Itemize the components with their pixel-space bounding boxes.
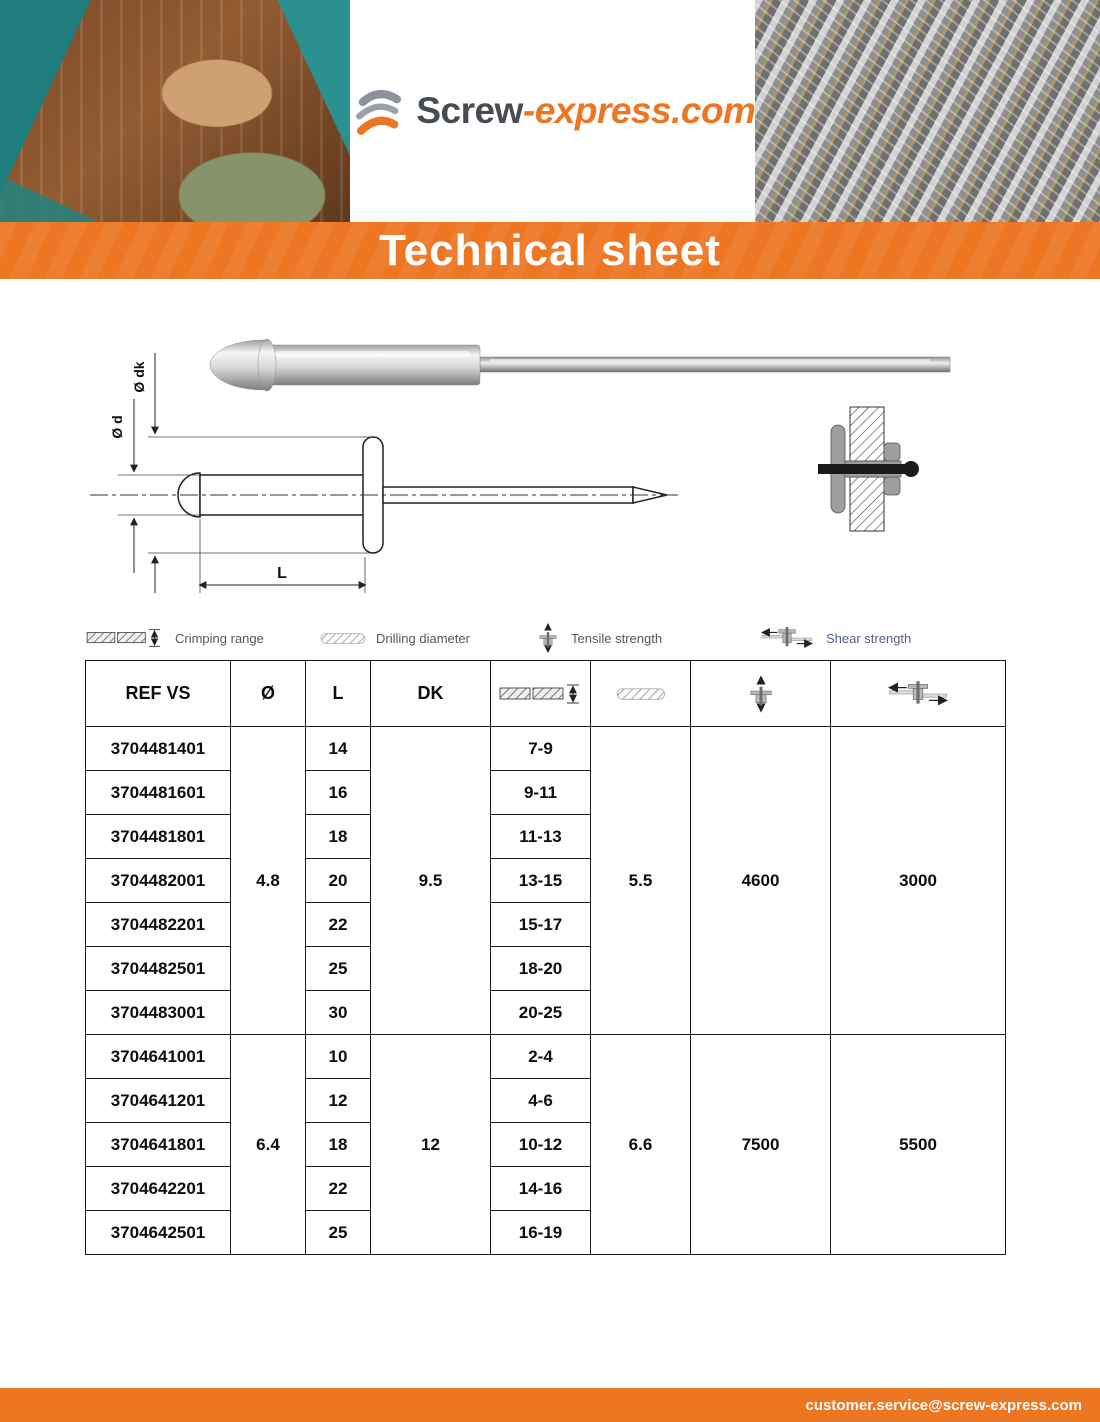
dim-label-dk: Ø dk (131, 361, 147, 393)
ref-cell: 3704482501 (86, 947, 231, 991)
shear-strength-icon (758, 624, 816, 652)
crimping-range-cell: 9-11 (491, 771, 591, 815)
brand-logo (350, 0, 755, 222)
crimping-range-icon (85, 626, 165, 650)
header-shear-strength (831, 661, 1006, 727)
header-dk: DK (371, 661, 491, 727)
drilling-diameter-icon (320, 632, 366, 645)
ref-cell: 3704642501 (86, 1211, 231, 1255)
page-header (0, 0, 1100, 222)
header-ref: REF VS (86, 661, 231, 727)
legend-label: Crimping range (175, 630, 264, 646)
screws-photo (755, 0, 1100, 222)
header-length: L (306, 661, 371, 727)
legend-label: Tensile strength (571, 630, 663, 646)
length-cell: 22 (306, 903, 371, 947)
shear-strength-cell: 3000 (831, 727, 1006, 1035)
crimping-range-cell: 4-6 (491, 1079, 591, 1123)
contact-email[interactable]: customer.service@screw-express.com (805, 1396, 1082, 1414)
legend-item-shear-strength (758, 620, 911, 656)
length-cell: 20 (306, 859, 371, 903)
dim-label-length: L (277, 565, 287, 582)
rivet-photo-illustration (210, 339, 950, 391)
header-crimping-range (491, 661, 591, 727)
crimping-range-cell: 18-20 (491, 947, 591, 991)
crimping-range-cell: 11-13 (491, 815, 591, 859)
drilling-diameter-cell: 6.6 (591, 1035, 691, 1255)
legend-item-crimping-range (85, 620, 264, 656)
legend-row (0, 620, 1100, 656)
legend-label: Drilling diameter (376, 630, 470, 646)
table-row (86, 727, 1006, 771)
tensile-strength-icon (535, 621, 561, 655)
ref-cell: 3704641801 (86, 1123, 231, 1167)
ref-cell: 3704483001 (86, 991, 231, 1035)
ref-cell: 3704482201 (86, 903, 231, 947)
length-cell: 18 (306, 815, 371, 859)
header-diameter: Ø (231, 661, 306, 727)
workbench-photo (0, 0, 350, 222)
diameter-cell: 6.4 (231, 1035, 306, 1255)
brand-name-secondary: -express.com (522, 90, 756, 131)
tensile-strength-cell: 4600 (691, 727, 831, 1035)
rivet-technical-drawing (90, 437, 680, 553)
length-cell: 14 (306, 727, 371, 771)
spec-table (85, 660, 1006, 1255)
rivet-diagram (60, 295, 1040, 613)
shear-strength-icon (884, 678, 952, 710)
legend-item-drilling-diameter (320, 620, 470, 656)
tensile-strength-icon (745, 673, 777, 715)
crimping-range-cell: 14-16 (491, 1167, 591, 1211)
spec-table-body (86, 727, 1006, 1255)
header-tensile-strength (691, 661, 831, 727)
crimping-range-cell: 13-15 (491, 859, 591, 903)
dk-cell: 9.5 (371, 727, 491, 1035)
length-cell: 25 (306, 947, 371, 991)
crimping-range-cell: 7-9 (491, 727, 591, 771)
crimping-range-cell: 10-12 (491, 1123, 591, 1167)
crimping-range-icon (499, 681, 583, 707)
tensile-strength-cell: 7500 (691, 1035, 831, 1255)
brand-name (416, 90, 755, 132)
drilling-diameter-icon (616, 687, 666, 701)
crimping-range-cell: 2-4 (491, 1035, 591, 1079)
ref-cell: 3704481401 (86, 727, 231, 771)
page-title: Technical sheet (379, 225, 721, 275)
drilling-diameter-cell: 5.5 (591, 727, 691, 1035)
page-footer (0, 1388, 1100, 1422)
ref-cell: 3704482001 (86, 859, 231, 903)
ref-cell: 3704641001 (86, 1035, 231, 1079)
cross-section-illustration (818, 407, 919, 531)
shear-strength-cell: 5500 (831, 1035, 1006, 1255)
table-header-row (86, 661, 1006, 727)
crimping-range-cell: 20-25 (491, 991, 591, 1035)
crimping-range-cell: 15-17 (491, 903, 591, 947)
length-cell: 10 (306, 1035, 371, 1079)
dimension-lines (118, 353, 370, 593)
length-cell: 12 (306, 1079, 371, 1123)
brand-name-primary: Screw (416, 90, 523, 131)
length-cell: 25 (306, 1211, 371, 1255)
screw-express-logo-icon (350, 84, 408, 138)
length-cell: 16 (306, 771, 371, 815)
ref-cell: 3704481801 (86, 815, 231, 859)
table-row (86, 1035, 1006, 1079)
legend-label: Shear strength (826, 630, 912, 646)
legend-item-tensile-strength (535, 620, 662, 656)
ref-cell: 3704642201 (86, 1167, 231, 1211)
title-banner (0, 222, 1100, 279)
length-cell: 22 (306, 1167, 371, 1211)
diameter-cell: 4.8 (231, 727, 306, 1035)
dk-cell: 12 (371, 1035, 491, 1255)
dim-label-d: Ø d (109, 415, 125, 439)
ref-cell: 3704481601 (86, 771, 231, 815)
ref-cell: 3704641201 (86, 1079, 231, 1123)
length-cell: 30 (306, 991, 371, 1035)
header-drilling-diameter (591, 661, 691, 727)
length-cell: 18 (306, 1123, 371, 1167)
crimping-range-cell: 16-19 (491, 1211, 591, 1255)
